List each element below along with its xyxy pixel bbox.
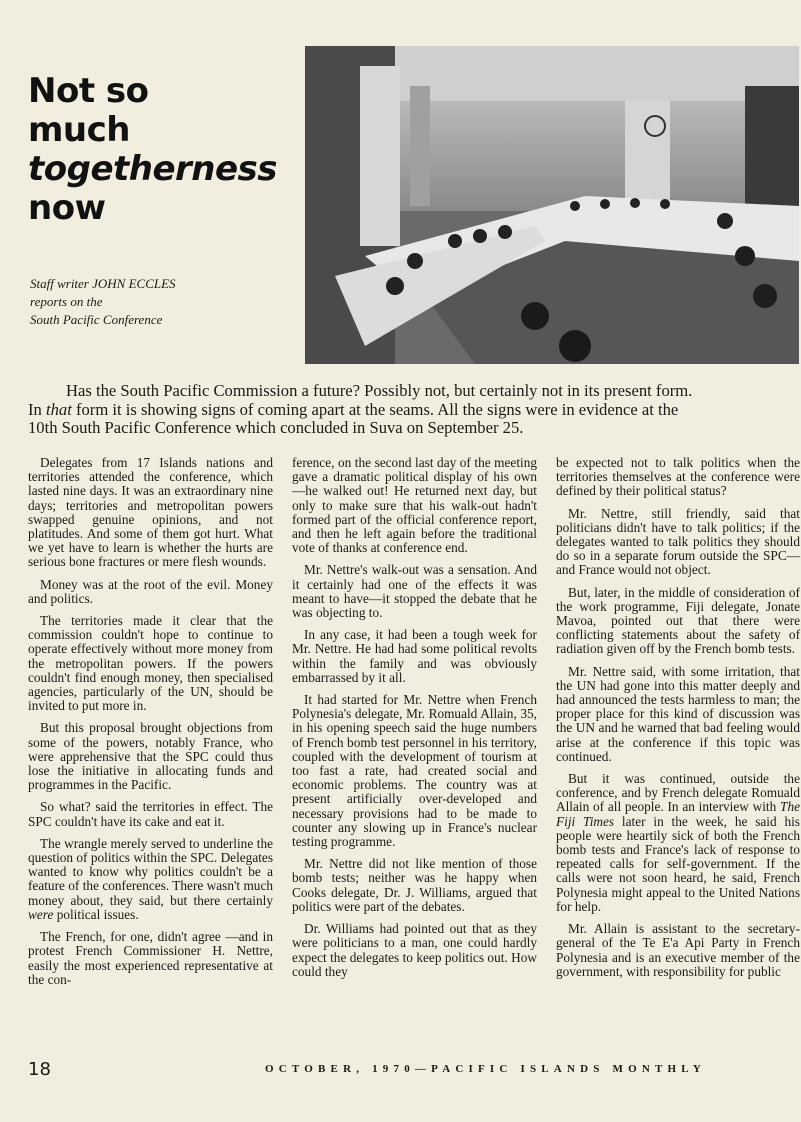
paragraph: Money was at the root of the evil. Money and politics. [28, 576, 273, 606]
byline-line: Staff writer JOHN ECCLES [30, 276, 176, 291]
title-line: Not so [28, 71, 149, 111]
text-column-1 [28, 456, 273, 995]
standfirst-line: Has the South Pacific Commission a future? Possibly not, but certainly not in its present form. [66, 381, 693, 400]
page-number: 18 [28, 1059, 51, 1080]
paragraph: So what? said the territories in effect. The SPC couldn't have its cake and eat it. [28, 799, 273, 829]
page-footer [0, 1059, 801, 1083]
standfirst-line: In that form it is showing signs of coming apart at the seams. All the signs were in evidence at the [28, 399, 679, 419]
paragraph: But it was continued, outside the conference, and by French delegate Romuald Allain of all people. In an interview with The Fiji Times later in the week, he said his people were heartily sick of both the French bomb tests and France's lack of response to repeated calls for self-government. If the calls were not soon heard, he said, French Polynesia might appeal to the United Nations for help. [556, 771, 800, 914]
title-line: much [28, 110, 130, 150]
text-column-2 [292, 456, 537, 987]
paragraph: Mr. Nettre's walk-out was a sensation. And it certainly had one of the effects it was meant to have—it stopped the debate that he was objecting to. [292, 562, 537, 621]
byline [30, 275, 260, 329]
paragraph: The French, for one, didn't agree —and in protest French Commissioner H. Nettre, easily the most experienced representative at the con- [28, 929, 273, 987]
paragraph: But, later, in the middle of consideration of the work programme, Fiji delegate, Jonate Mavoa, pointed out that there were conflicting statements about the safety of radiation given off by the French bomb tests. [556, 584, 800, 657]
paragraph: It had started for Mr. Nettre when French Polynesia's delegate, Mr. Romuald Allain, 35, in his opening speech said the huge numbers of French bomb test personnel in his territory, coupled with the development of tourism at too fast a rate, had created social and economic problems. The country was at present artificially over-developed and necessary provisions had to be made to counter any slowing up in France's nuclear testing programme. [292, 692, 537, 850]
paragraph: Mr. Nettre, still friendly, said that politicians didn't have to talk politics; if the delegates wanted to talk politics they should do so in a separate forum outside the SPC—and France would not object. [556, 505, 800, 578]
footer-line: OCTOBER, 1970—PACIFIC ISLANDS MONTHLY [265, 1063, 706, 1075]
paragraph: Mr. Nettre said, with some irritation, that the UN had gone into this matter deeply and had announced the tests harmless to man; the proper place for this kind of discussion was the UN and he warned that bad feeling would arise at the conference if this topic was continued. [556, 663, 800, 764]
paragraph: In any case, it had been a tough week for Mr. Nettre. He had had some political revolts within the family and was obviously embarrassed by it all. [292, 627, 537, 685]
standfirst-line: 10th South Pacific Conference which concluded in Suva on September 25. [28, 418, 524, 437]
article-title [28, 72, 298, 228]
title-line: togetherness [28, 149, 278, 189]
paragraph: be expected not to talk politics when the territories themselves at the conference were defined by their political status? [556, 455, 800, 499]
paragraph: Delegates from 17 Islands nations and territories attended the conference, which lasted nine days. It was an extraordinary nine days; territories and metropolitan powers swapped genuine opinions, and not platitudes. And some of them got hurt. What we yet have to learn is whether the hurts are serious bone fractures or mere flesh wounds. [28, 455, 273, 570]
byline-line: South Pacific Conference [30, 312, 163, 327]
paragraph: The territories made it clear that the commission couldn't hope to continue to operate effectively without more money from the metropolitan powers. If the powers couldn't find enough money, then specialised agencies, particularly of the UN, should be invited to put more in. [28, 613, 273, 714]
paragraph: Mr. Allain is assistant to the secretary-general of the Te E'a Api Party in French Polynesia and is an executive member of the government, with responsibility for public [556, 921, 800, 979]
paragraph: Mr. Nettre did not like mention of those bomb tests; neither was he happy when Cooks delegate, Dr. J. Williams, argued that politics were part of the debates. [292, 856, 537, 914]
text-column-3 [556, 456, 800, 987]
paragraph: But this proposal brought objections from some of the powers, notably France, who were apprehensive that the SPC could thus lose the initiative in allocating funds and programmes in the Pacific. [28, 720, 273, 793]
paragraph: ference, on the second last day of the meeting gave a dramatic political display of his own—he walked out! He returned next day, but only to make sure that his walk-out hadn't formed part of the official conference report, and then he left again before the traditional vote of thanks at conference end. [292, 455, 537, 556]
byline-line: reports on the [30, 294, 103, 309]
conference-photo [305, 46, 799, 364]
paragraph: Dr. Williams had pointed out that as they were politicians to a man, one could hardly expect the delegates to keep politics out. How could they [292, 921, 537, 979]
title-line: now [28, 188, 106, 228]
paragraph: The wrangle merely served to underline the question of politics within the SPC. Delegates wanted to know why politics couldn't be a feature of the conferences. There wasn't much money about, they said, but there certainly were political issues. [28, 835, 273, 922]
standfirst [28, 382, 800, 438]
